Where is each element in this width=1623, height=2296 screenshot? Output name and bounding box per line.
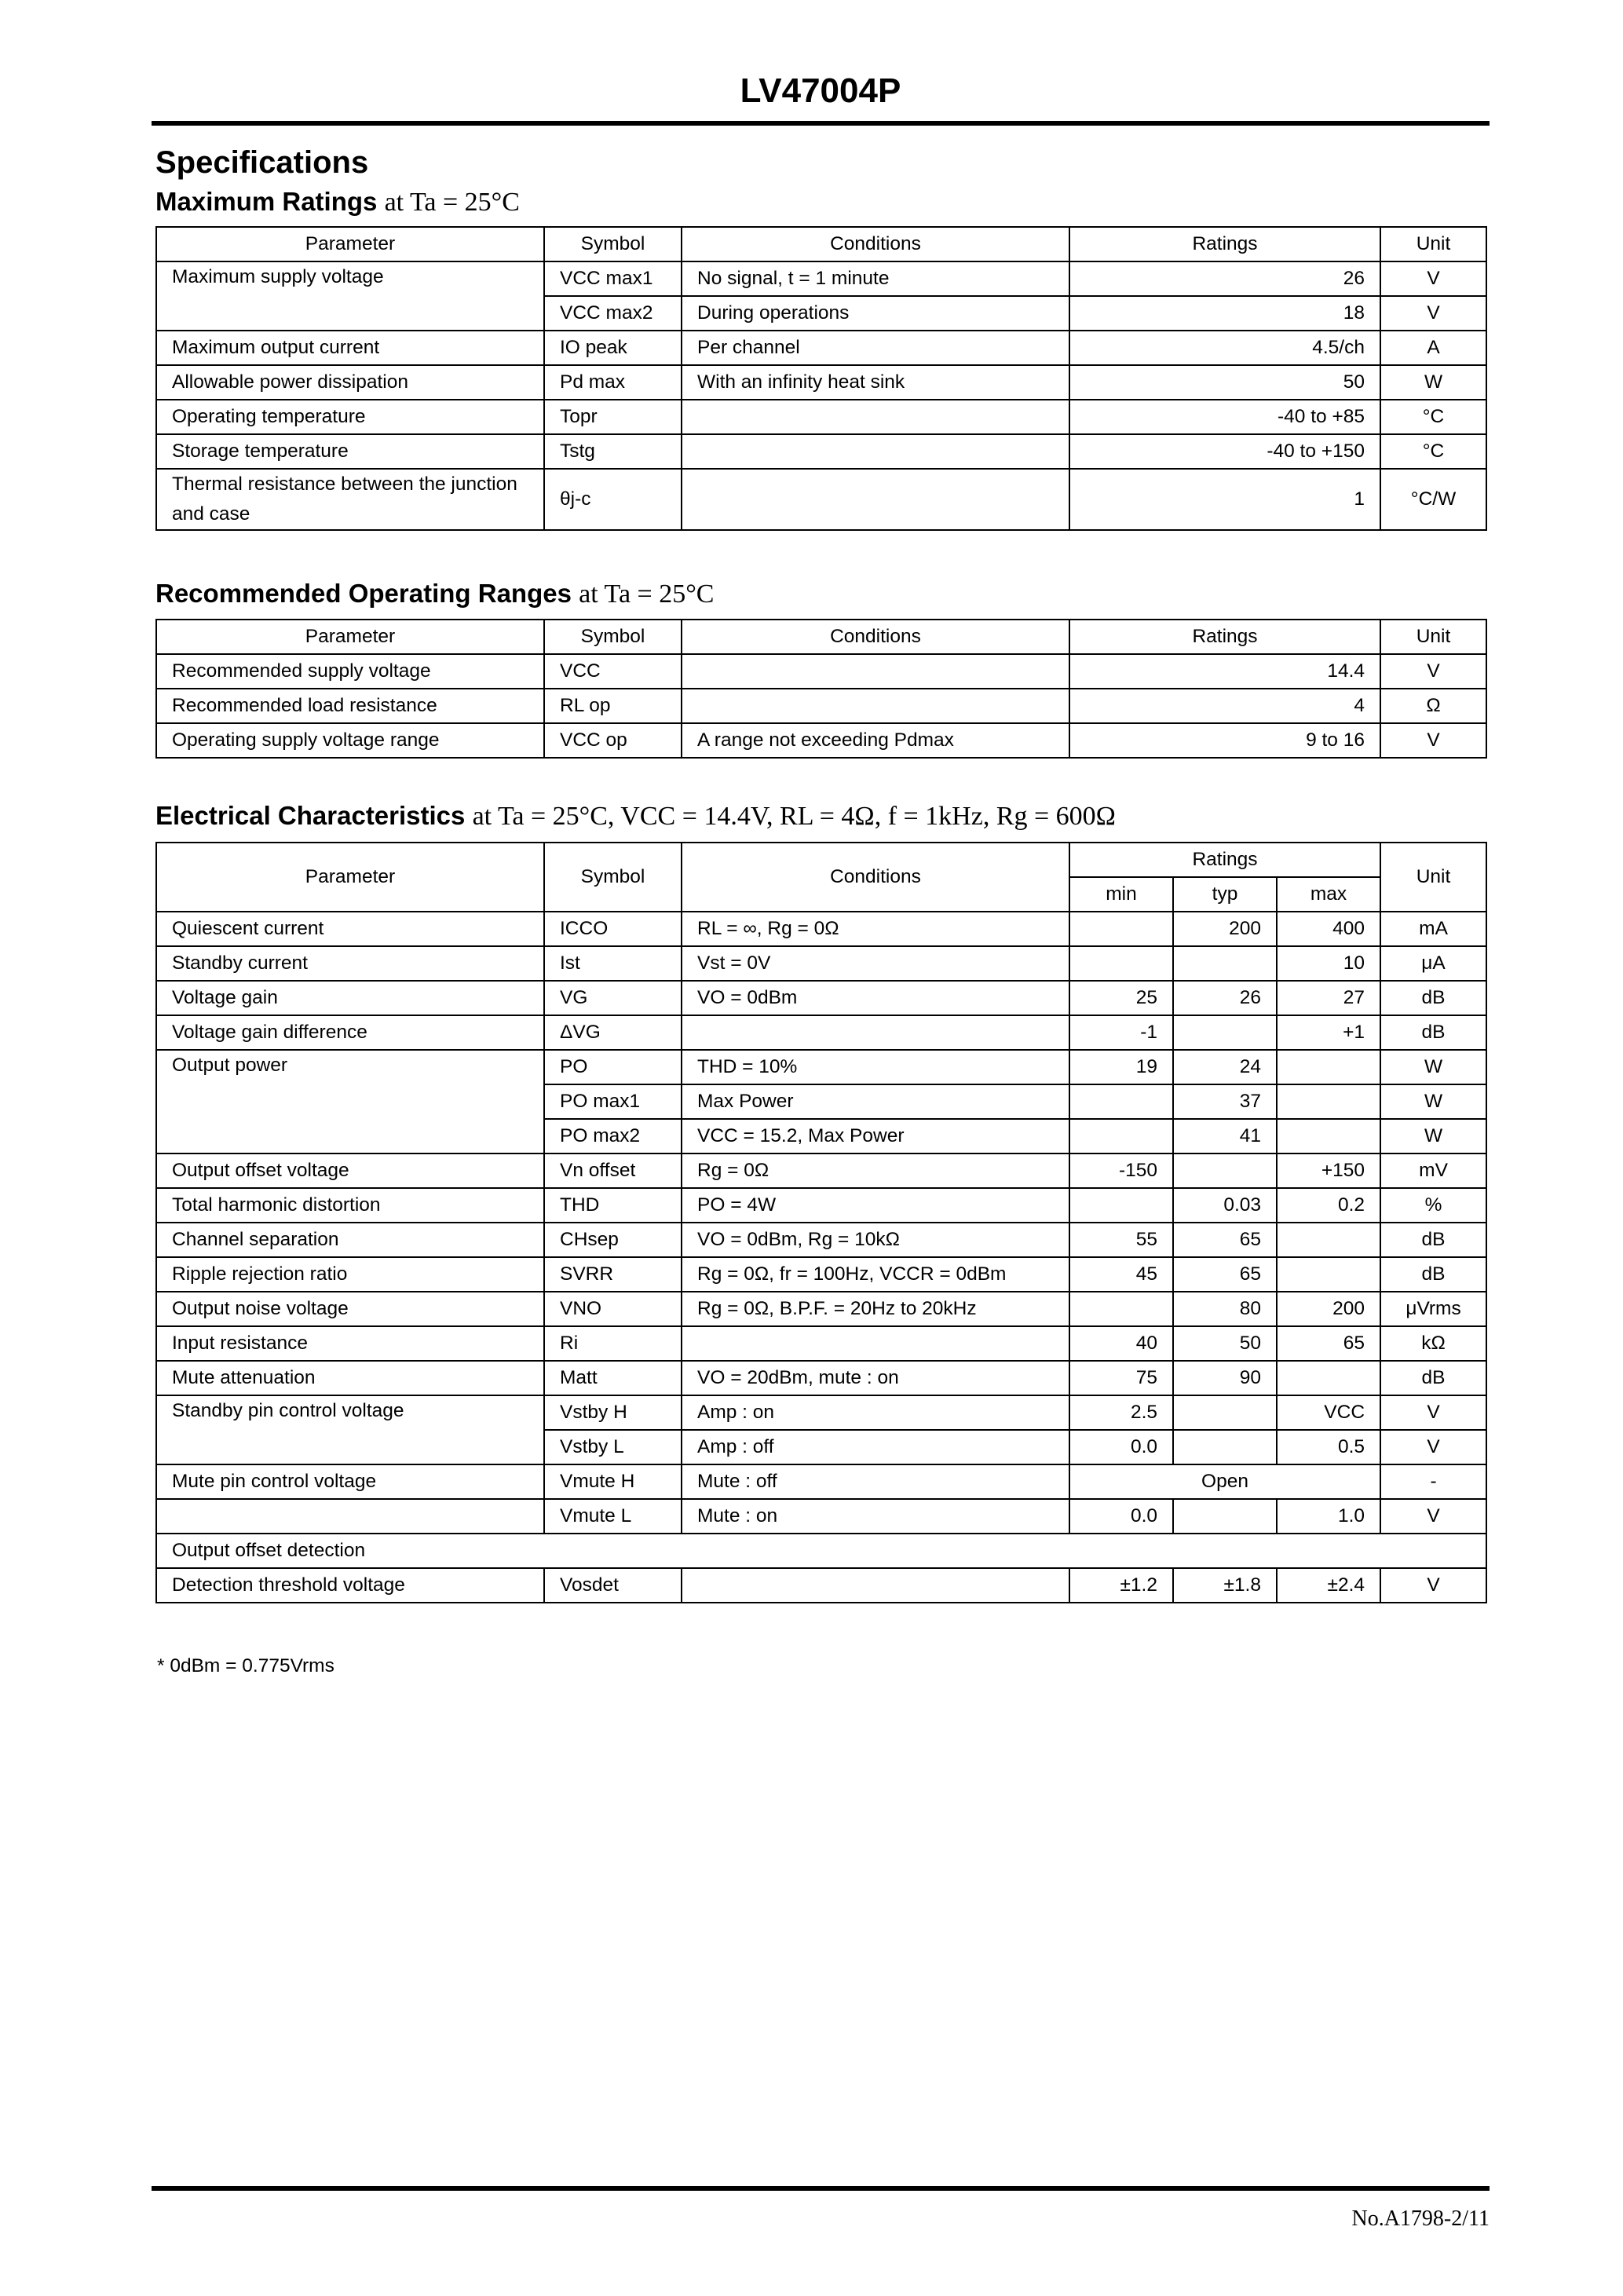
cell-parameter: Operating supply voltage range — [156, 723, 544, 758]
header-symbol: Symbol — [544, 843, 682, 912]
cell-max: 200 — [1277, 1292, 1380, 1326]
cell-typ — [1173, 946, 1277, 981]
cell-conditions: Amp : on — [682, 1395, 1069, 1430]
cell-symbol: CHsep — [544, 1223, 682, 1257]
cell-symbol: θj-c — [544, 469, 682, 530]
group-row — [156, 1534, 1486, 1568]
cell-symbol: Vn offset — [544, 1153, 682, 1188]
cell-conditions: With an infinity heat sink — [682, 365, 1069, 400]
footer-rule — [152, 2186, 1490, 2191]
cell-max: 27 — [1277, 981, 1380, 1015]
cell-parameter: Allowable power dissipation — [156, 365, 544, 400]
cell-conditions: VO = 0dBm — [682, 981, 1069, 1015]
cell-parameter: Maximum output current — [156, 331, 544, 365]
cell-conditions: Per channel — [682, 331, 1069, 365]
cell-conditions: PO = 4W — [682, 1188, 1069, 1223]
cell-conditions — [682, 469, 1069, 530]
cell-max — [1277, 1119, 1380, 1153]
cell-symbol: SVRR — [544, 1257, 682, 1292]
header-conditions: Conditions — [682, 620, 1069, 654]
header-ratings: Ratings — [1069, 843, 1380, 877]
op-ranges-title: Recommended Operating Ranges — [155, 579, 572, 608]
header-max: max — [1277, 877, 1380, 912]
table-row — [156, 469, 1486, 530]
cell-parameter: Storage temperature — [156, 434, 544, 469]
elec-condition: at Ta = 25°C, VCC = 14.4V, RL = 4Ω, f = 1kHz, Rg = 600Ω — [472, 802, 1116, 831]
cell-unit: - — [1380, 1464, 1486, 1499]
cell-parameter: Thermal resistance between the junction and case — [156, 469, 544, 530]
cell-conditions: Amp : off — [682, 1430, 1069, 1464]
cell-typ: 50 — [1173, 1326, 1277, 1361]
table-row — [156, 654, 1486, 689]
table-row — [156, 1395, 1486, 1430]
cell-rating: 4 — [1069, 689, 1380, 723]
cell-symbol: Vmute L — [544, 1499, 682, 1534]
cell-conditions: VO = 20dBm, mute : on — [682, 1361, 1069, 1395]
cell-parameter: Output noise voltage — [156, 1292, 544, 1326]
cell-conditions — [682, 400, 1069, 434]
cell-symbol: VCC max1 — [544, 261, 682, 296]
cell-rating: 9 to 16 — [1069, 723, 1380, 758]
cell-typ: 37 — [1173, 1084, 1277, 1119]
cell-typ: 24 — [1173, 1050, 1277, 1084]
table-row — [156, 1499, 1486, 1534]
cell-unit: dB — [1380, 1361, 1486, 1395]
cell-unit: μVrms — [1380, 1292, 1486, 1326]
header-parameter: Parameter — [156, 227, 544, 261]
cell-typ: 80 — [1173, 1292, 1277, 1326]
cell-typ: 90 — [1173, 1361, 1277, 1395]
cell-rating: 1 — [1069, 469, 1380, 530]
cell-conditions — [682, 434, 1069, 469]
table-row — [156, 1361, 1486, 1395]
cell-unit: °C/W — [1380, 469, 1486, 530]
cell-unit: A — [1380, 331, 1486, 365]
cell-conditions: Rg = 0Ω, B.P.F. = 20Hz to 20kHz — [682, 1292, 1069, 1326]
cell-conditions: VO = 0dBm, Rg = 10kΩ — [682, 1223, 1069, 1257]
table-row — [156, 1015, 1486, 1050]
table-row — [156, 1568, 1486, 1603]
cell-symbol: PO max2 — [544, 1119, 682, 1153]
cell-parameter: Recommended supply voltage — [156, 654, 544, 689]
group-label: Output offset detection — [156, 1534, 1486, 1568]
cell-max — [1277, 1257, 1380, 1292]
cell-symbol: Topr — [544, 400, 682, 434]
cell-parameter: Detection threshold voltage — [156, 1568, 544, 1603]
cell-parameter: Voltage gain — [156, 981, 544, 1015]
cell-rating: 14.4 — [1069, 654, 1380, 689]
cell-typ — [1173, 1395, 1277, 1430]
section-title: Specifications — [155, 145, 369, 180]
cell-parameter: Total harmonic distortion — [156, 1188, 544, 1223]
cell-unit: dB — [1380, 1257, 1486, 1292]
cell-typ — [1173, 1430, 1277, 1464]
cell-unit: W — [1380, 1050, 1486, 1084]
header-conditions: Conditions — [682, 843, 1069, 912]
cell-unit: V — [1380, 1499, 1486, 1534]
table-header-row — [156, 227, 1486, 261]
cell-symbol: Ist — [544, 946, 682, 981]
cell-conditions — [682, 1568, 1069, 1603]
cell-parameter: Operating temperature — [156, 400, 544, 434]
cell-unit: V — [1380, 723, 1486, 758]
table-header-row — [156, 843, 1486, 877]
cell-typ: 41 — [1173, 1119, 1277, 1153]
cell-parameter: Input resistance — [156, 1326, 544, 1361]
cell-min — [1069, 912, 1173, 946]
cell-min: 45 — [1069, 1257, 1173, 1292]
cell-conditions: Rg = 0Ω — [682, 1153, 1069, 1188]
table-row — [156, 434, 1486, 469]
cell-parameter: Ripple rejection ratio — [156, 1257, 544, 1292]
cell-typ: 65 — [1173, 1257, 1277, 1292]
header-ratings: Ratings — [1069, 227, 1380, 261]
cell-parameter: Maximum supply voltage — [156, 261, 544, 331]
table-row — [156, 1257, 1486, 1292]
table-row — [156, 723, 1486, 758]
cell-conditions: During operations — [682, 296, 1069, 331]
cell-typ — [1173, 1499, 1277, 1534]
table-header-row — [156, 620, 1486, 654]
table-row — [156, 261, 1486, 296]
cell-unit: °C — [1380, 434, 1486, 469]
cell-symbol: VCC — [544, 654, 682, 689]
cell-conditions: Vst = 0V — [682, 946, 1069, 981]
cell-unit: dB — [1380, 1015, 1486, 1050]
cell-parameter: Standby pin control voltage — [156, 1395, 544, 1464]
header-unit: Unit — [1380, 620, 1486, 654]
cell-parameter: Mute pin control voltage — [156, 1464, 544, 1499]
table-row — [156, 689, 1486, 723]
cell-parameter: Voltage gain difference — [156, 1015, 544, 1050]
cell-conditions — [682, 654, 1069, 689]
op-ranges-table — [155, 619, 1487, 759]
header-rule — [152, 121, 1490, 126]
max-ratings-condition: at Ta = 25°C — [384, 188, 520, 217]
cell-min: 2.5 — [1069, 1395, 1173, 1430]
cell-symbol: Vosdet — [544, 1568, 682, 1603]
header-unit: Unit — [1380, 227, 1486, 261]
cell-symbol: ΔVG — [544, 1015, 682, 1050]
cell-rating: 4.5/ch — [1069, 331, 1380, 365]
cell-unit: mV — [1380, 1153, 1486, 1188]
elec-heading — [155, 801, 1116, 832]
cell-min — [1069, 1188, 1173, 1223]
cell-parameter: Mute attenuation — [156, 1361, 544, 1395]
header-typ: typ — [1173, 877, 1277, 912]
cell-unit: V — [1380, 261, 1486, 296]
cell-parameter — [156, 1499, 544, 1534]
max-ratings-table — [155, 226, 1487, 531]
cell-min: 40 — [1069, 1326, 1173, 1361]
cell-typ: 200 — [1173, 912, 1277, 946]
cell-typ: 65 — [1173, 1223, 1277, 1257]
max-ratings-heading — [155, 187, 520, 218]
cell-max — [1277, 1084, 1380, 1119]
op-ranges-condition: at Ta = 25°C — [579, 579, 715, 609]
table-row — [156, 1326, 1486, 1361]
cell-max: 0.2 — [1277, 1188, 1380, 1223]
header-ratings: Ratings — [1069, 620, 1380, 654]
cell-min — [1069, 1084, 1173, 1119]
header-unit: Unit — [1380, 843, 1486, 912]
cell-min — [1069, 1119, 1173, 1153]
cell-unit: V — [1380, 1395, 1486, 1430]
cell-typ — [1173, 1153, 1277, 1188]
cell-max — [1277, 1050, 1380, 1084]
cell-conditions: No signal, t = 1 minute — [682, 261, 1069, 296]
cell-typ — [1173, 1015, 1277, 1050]
cell-min: -1 — [1069, 1015, 1173, 1050]
header-parameter: Parameter — [156, 620, 544, 654]
cell-symbol: Vstby L — [544, 1430, 682, 1464]
cell-symbol: Ri — [544, 1326, 682, 1361]
cell-max — [1277, 1223, 1380, 1257]
table-row — [156, 912, 1486, 946]
cell-conditions — [682, 689, 1069, 723]
document-number: No.A1798-2/11 — [1351, 2206, 1490, 2231]
table-row — [156, 400, 1486, 434]
cell-unit: Ω — [1380, 689, 1486, 723]
table-row — [156, 1292, 1486, 1326]
cell-typ: 26 — [1173, 981, 1277, 1015]
cell-unit: W — [1380, 1119, 1486, 1153]
max-ratings-title: Maximum Ratings — [155, 187, 378, 216]
cell-rating: 26 — [1069, 261, 1380, 296]
header-symbol: Symbol — [544, 620, 682, 654]
cell-min: 75 — [1069, 1361, 1173, 1395]
header-parameter: Parameter — [156, 843, 544, 912]
header-conditions: Conditions — [682, 227, 1069, 261]
cell-min: 55 — [1069, 1223, 1173, 1257]
cell-symbol: VNO — [544, 1292, 682, 1326]
cell-parameter: Standby current — [156, 946, 544, 981]
table-row — [156, 1153, 1486, 1188]
cell-symbol: PO — [544, 1050, 682, 1084]
cell-symbol: IO peak — [544, 331, 682, 365]
cell-conditions: THD = 10% — [682, 1050, 1069, 1084]
cell-max: VCC — [1277, 1395, 1380, 1430]
cell-symbol: PO max1 — [544, 1084, 682, 1119]
cell-max: 0.5 — [1277, 1430, 1380, 1464]
cell-conditions: Mute : off — [682, 1464, 1069, 1499]
table-row — [156, 1223, 1486, 1257]
cell-max: 65 — [1277, 1326, 1380, 1361]
cell-unit: V — [1380, 1430, 1486, 1464]
cell-symbol: Vmute H — [544, 1464, 682, 1499]
cell-parameter: Quiescent current — [156, 912, 544, 946]
cell-min: 19 — [1069, 1050, 1173, 1084]
header-symbol: Symbol — [544, 227, 682, 261]
cell-unit: kΩ — [1380, 1326, 1486, 1361]
page-title: LV47004P — [740, 71, 901, 110]
cell-unit: % — [1380, 1188, 1486, 1223]
cell-min: 0.0 — [1069, 1499, 1173, 1534]
cell-parameter: Output offset voltage — [156, 1153, 544, 1188]
cell-unit: dB — [1380, 981, 1486, 1015]
cell-conditions: VCC = 15.2, Max Power — [682, 1119, 1069, 1153]
cell-conditions — [682, 1326, 1069, 1361]
cell-unit: °C — [1380, 400, 1486, 434]
cell-symbol: ICCO — [544, 912, 682, 946]
cell-parameter: Recommended load resistance — [156, 689, 544, 723]
cell-max: 10 — [1277, 946, 1380, 981]
cell-max: ±2.4 — [1277, 1568, 1380, 1603]
elec-title: Electrical Characteristics — [155, 801, 466, 830]
cell-max: 1.0 — [1277, 1499, 1380, 1534]
table-row — [156, 981, 1486, 1015]
cell-conditions: Rg = 0Ω, fr = 100Hz, VCCR = 0dBm — [682, 1257, 1069, 1292]
cell-rating: -40 to +150 — [1069, 434, 1380, 469]
cell-min: -150 — [1069, 1153, 1173, 1188]
cell-parameter: Output power — [156, 1050, 544, 1153]
cell-max: +1 — [1277, 1015, 1380, 1050]
cell-symbol: RL op — [544, 689, 682, 723]
cell-symbol: VCC max2 — [544, 296, 682, 331]
cell-conditions: Max Power — [682, 1084, 1069, 1119]
cell-min: 25 — [1069, 981, 1173, 1015]
cell-min — [1069, 946, 1173, 981]
cell-typ: ±1.8 — [1173, 1568, 1277, 1603]
footnote: * 0dBm = 0.775Vrms — [157, 1655, 334, 1676]
table-row — [156, 1188, 1486, 1223]
cell-symbol: Matt — [544, 1361, 682, 1395]
cell-min: 0.0 — [1069, 1430, 1173, 1464]
cell-symbol: Tstg — [544, 434, 682, 469]
cell-max — [1277, 1361, 1380, 1395]
table-row — [156, 1464, 1486, 1499]
cell-unit: V — [1380, 1568, 1486, 1603]
cell-unit: W — [1380, 365, 1486, 400]
table-row — [156, 1050, 1486, 1084]
cell-unit: V — [1380, 654, 1486, 689]
cell-max: +150 — [1277, 1153, 1380, 1188]
cell-typ: 0.03 — [1173, 1188, 1277, 1223]
cell-symbol: Vstby H — [544, 1395, 682, 1430]
cell-symbol: VCC op — [544, 723, 682, 758]
cell-conditions — [682, 1015, 1069, 1050]
op-ranges-heading — [155, 579, 714, 609]
header-min: min — [1069, 877, 1173, 912]
cell-max: 400 — [1277, 912, 1380, 946]
cell-unit: dB — [1380, 1223, 1486, 1257]
cell-parameter: Channel separation — [156, 1223, 544, 1257]
cell-symbol: Pd max — [544, 365, 682, 400]
cell-min — [1069, 1292, 1173, 1326]
elec-table — [155, 842, 1487, 1603]
cell-symbol: THD — [544, 1188, 682, 1223]
cell-unit: μA — [1380, 946, 1486, 981]
cell-unit: W — [1380, 1084, 1486, 1119]
cell-rating: -40 to +85 — [1069, 400, 1380, 434]
cell-unit: mA — [1380, 912, 1486, 946]
table-row — [156, 946, 1486, 981]
cell-conditions: A range not exceeding Pdmax — [682, 723, 1069, 758]
cell-symbol: VG — [544, 981, 682, 1015]
cell-conditions: Mute : on — [682, 1499, 1069, 1534]
table-row — [156, 365, 1486, 400]
cell-min: ±1.2 — [1069, 1568, 1173, 1603]
table-row — [156, 331, 1486, 365]
cell-conditions: RL = ∞, Rg = 0Ω — [682, 912, 1069, 946]
cell-merged-rating: Open — [1069, 1464, 1380, 1499]
cell-rating: 18 — [1069, 296, 1380, 331]
cell-rating: 50 — [1069, 365, 1380, 400]
cell-unit: V — [1380, 296, 1486, 331]
